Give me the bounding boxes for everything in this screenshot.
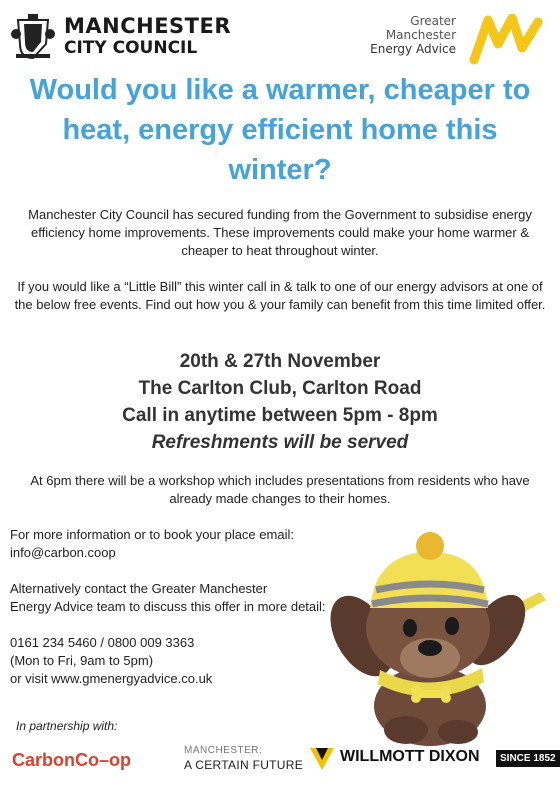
mcr-logo-line1: MANCHESTER: xyxy=(184,745,263,756)
event-venue: The Carlton Club, Carlton Road xyxy=(138,378,422,399)
gm-energy-advice-logo xyxy=(370,14,548,66)
info-email-link[interactable]: info@carbon.coop xyxy=(10,545,116,560)
willmott-dixon-since-badge: SINCE 1852 xyxy=(496,750,560,767)
contact-web-link[interactable]: or visit www.gmenergyadvice.co.uk xyxy=(10,671,213,686)
gm-logo-line1: Greater xyxy=(410,14,456,28)
little-bill-mascot-icon xyxy=(318,530,550,752)
info-block xyxy=(10,526,350,562)
workshop-paragraph: At 6pm there will be a workshop which includes presentations from residents who have already made changes to their homes. xyxy=(30,473,530,506)
little-bill-paragraph: If you would like a “Little Bill” this winter call in & talk to one of our energy advisors at one of the below free events. Find out how you & your family can benefit from this time limited offer. xyxy=(14,279,546,312)
gm-lightning-icon xyxy=(468,14,548,66)
event-refreshments: Refreshments will be served xyxy=(151,432,409,453)
headline: Would you like a warmer, cheaper to heat, energy efficient home this winter? xyxy=(29,74,531,186)
alt-line1: Alternatively contact the Greater Manchester xyxy=(10,581,268,596)
alt-line2: Energy Advice team to discuss this offer in more detail: xyxy=(10,599,326,614)
gm-logo-line2: Manchester xyxy=(385,28,456,42)
intro-paragraph: Manchester City Council has secured funding from the Government to subsidise energy efficiency home improvements. These improvements could make your home warmer & cheaper to heat throughout winter. xyxy=(28,207,532,258)
willmott-dixon-mark-icon xyxy=(310,748,334,770)
event-dates: 20th & 27th November xyxy=(179,351,381,372)
manchester-city-council-logo xyxy=(10,14,242,60)
event-time: Call in anytime between 5pm - 8pm xyxy=(122,405,438,426)
gm-logo-line3: Energy Advice xyxy=(370,42,456,56)
council-name-line2: CITY COUNCIL xyxy=(64,38,198,58)
alt-contact-block xyxy=(10,580,350,616)
carbon-coop-logo: CarbonCo–op xyxy=(12,750,131,770)
council-name-line1: MANCHESTER xyxy=(64,14,232,38)
willmott-dixon-logo xyxy=(310,748,556,770)
info-line: For more information or to book your place email: xyxy=(10,527,294,542)
contact-hours: (Mon to Fri, 9am to 5pm) xyxy=(10,653,154,668)
manchester-certain-future-logo xyxy=(184,745,303,772)
event-details xyxy=(8,348,552,456)
contact-block xyxy=(10,634,350,688)
mcr-logo-line2: A CERTAIN FUTURE xyxy=(184,758,304,772)
council-crest-icon xyxy=(10,14,56,60)
partnership-label: In partnership with: xyxy=(16,719,118,733)
willmott-dixon-name: WILLMOTT DIXON xyxy=(340,748,480,765)
contact-phones: 0161 234 5460 / 0800 009 3363 xyxy=(10,635,195,650)
